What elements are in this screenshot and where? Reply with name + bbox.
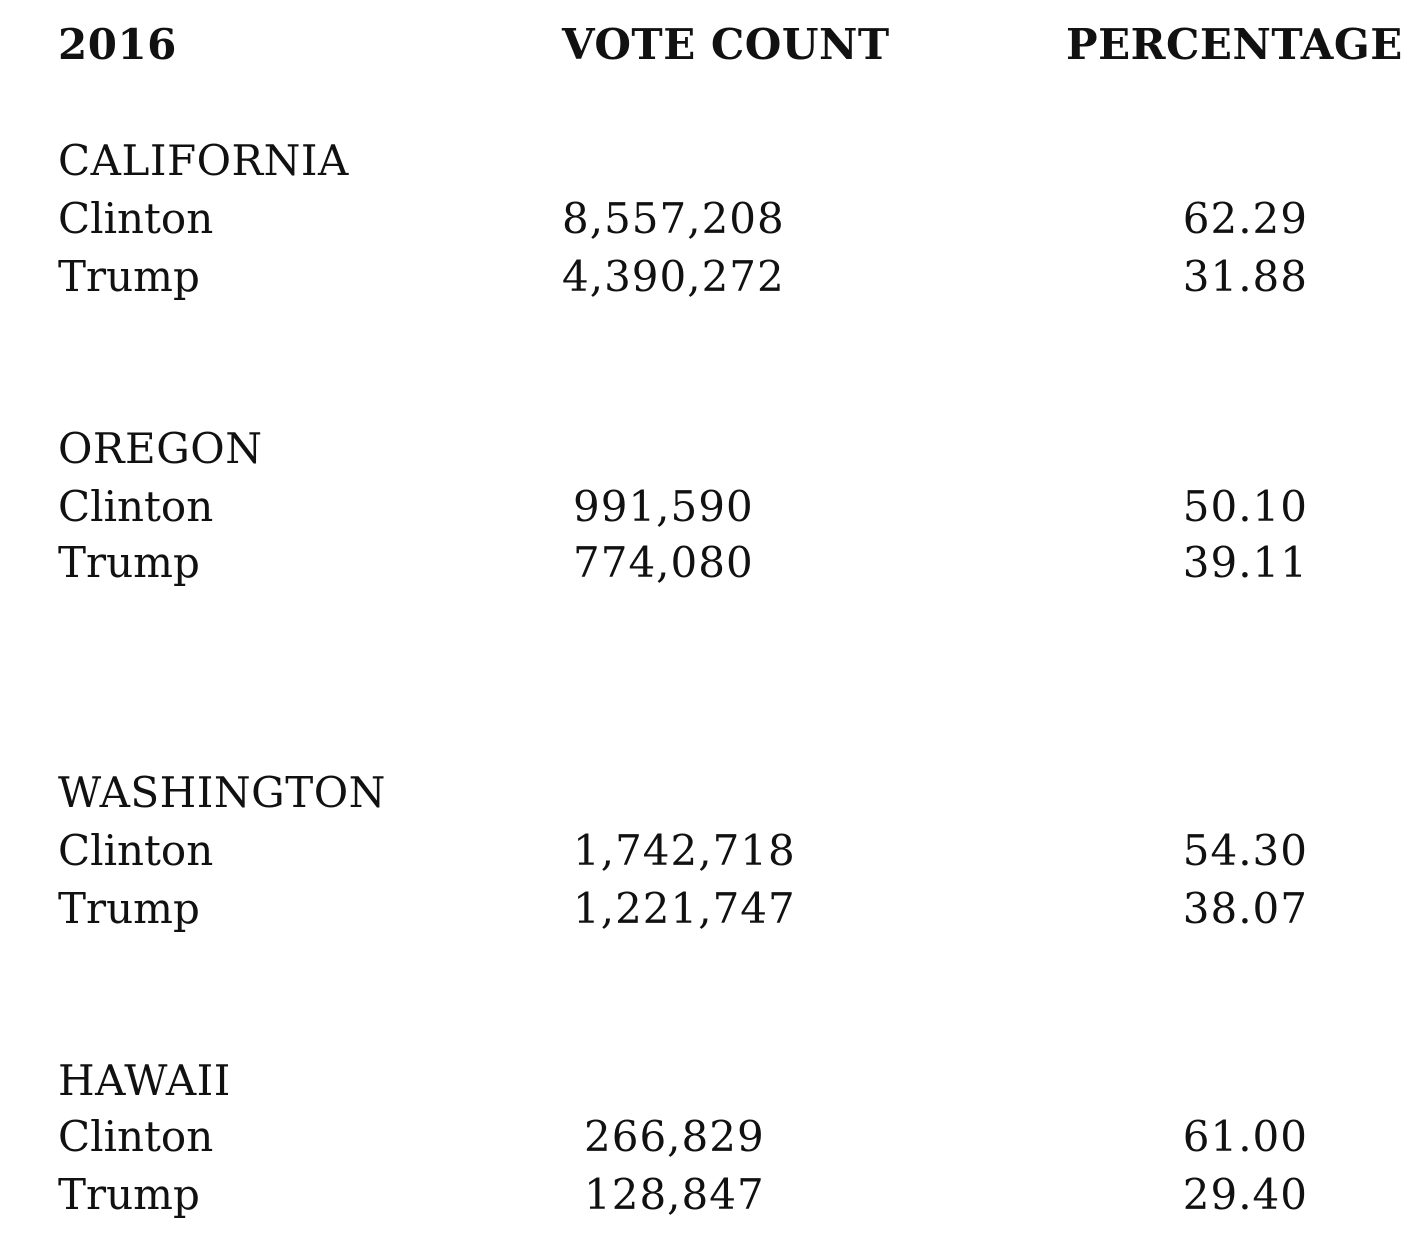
candidate-name: Clinton: [58, 194, 214, 243]
vote-count-value: 8,557,208: [562, 194, 785, 243]
percentage-value: 31.88: [1182, 252, 1308, 301]
percentage-heading: PERCENTAGE: [1066, 20, 1403, 69]
vote-count-value: 774,080: [573, 538, 754, 587]
vote-count-value: 1,742,718: [573, 826, 796, 875]
percentage-value: 54.30: [1182, 826, 1308, 875]
percentage-value: 62.29: [1182, 194, 1308, 243]
vote-count-value: 4,390,272: [562, 252, 785, 301]
candidate-name: Trump: [58, 538, 200, 587]
percentage-value: 39.11: [1182, 538, 1308, 587]
state-heading-hawaii: HAWAII: [58, 1056, 231, 1105]
state-heading-california: CALIFORNIA: [58, 136, 349, 185]
vote-count-heading: VOTE COUNT: [562, 20, 890, 69]
percentage-value: 38.07: [1182, 884, 1308, 933]
candidate-name: Clinton: [58, 826, 214, 875]
vote-count-value: 1,221,747: [573, 884, 796, 933]
candidate-name: Trump: [58, 1170, 200, 1219]
year-heading: 2016: [58, 20, 177, 69]
candidate-name: Trump: [58, 252, 200, 301]
percentage-value: 61.00: [1182, 1112, 1308, 1161]
candidate-name: Clinton: [58, 1112, 214, 1161]
percentage-value: 50.10: [1182, 482, 1308, 531]
candidate-name: Trump: [58, 884, 200, 933]
state-heading-washington: WASHINGTON: [58, 768, 386, 817]
vote-count-value: 128,847: [584, 1170, 765, 1219]
vote-count-value: 266,829: [584, 1112, 765, 1161]
state-heading-oregon: OREGON: [58, 424, 263, 473]
candidate-name: Clinton: [58, 482, 214, 531]
percentage-value: 29.40: [1182, 1170, 1308, 1219]
vote-count-value: 991,590: [573, 482, 754, 531]
